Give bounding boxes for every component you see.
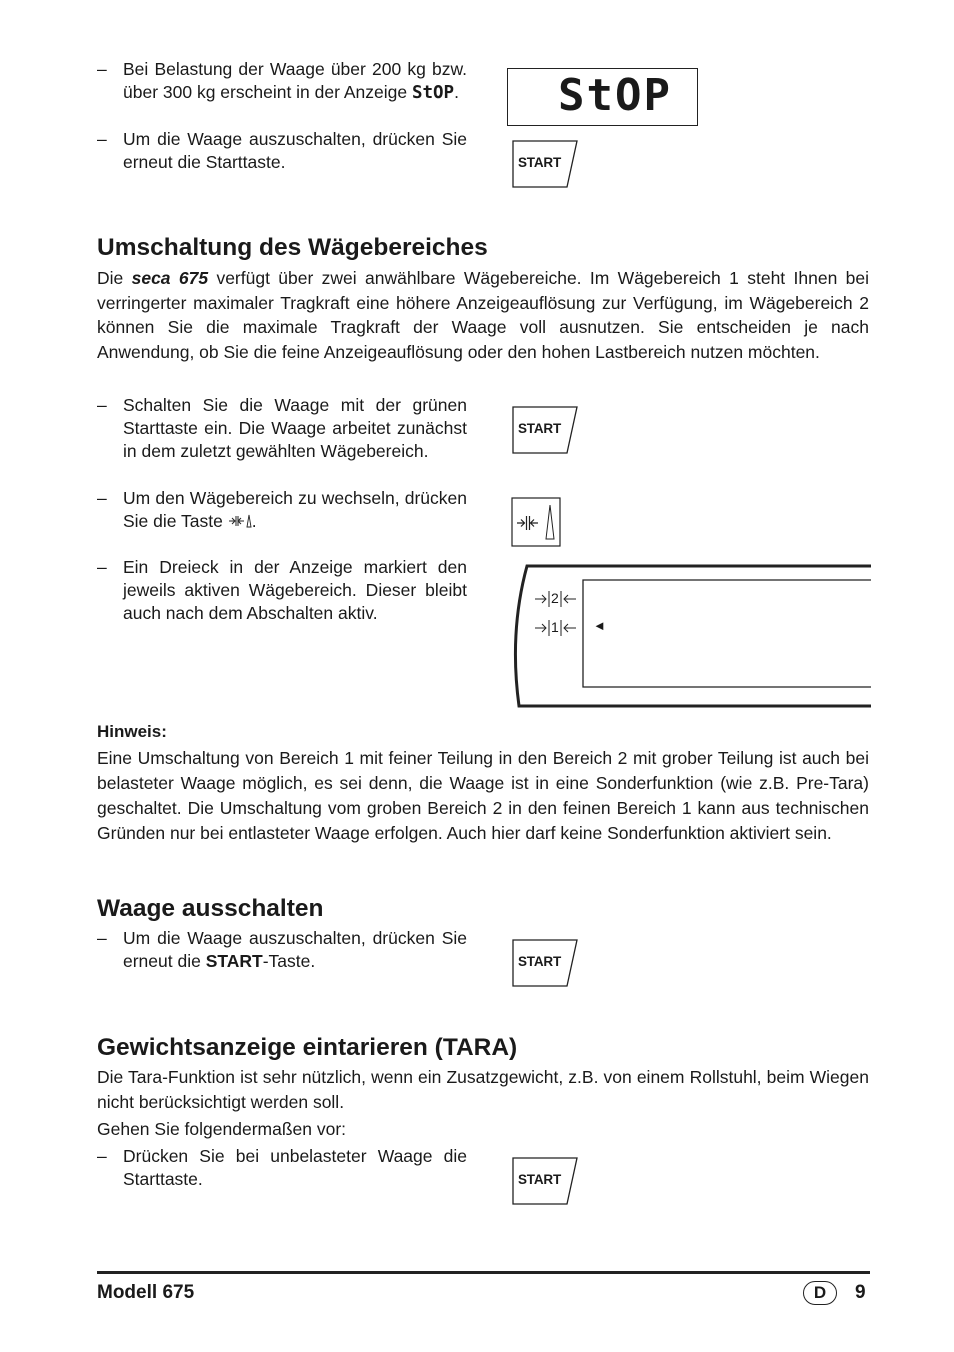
bullet-dash: –: [97, 488, 107, 508]
para-prefix: Die: [97, 268, 132, 288]
bullet-text: Um die Waage auszuschalten, drücken Sie erneut die Starttaste.: [123, 129, 467, 172]
footer-page-number: 9: [855, 1282, 866, 1303]
start-key: [512, 406, 578, 454]
tare-bullet: [97, 1145, 467, 1191]
bullet-text: Um die Waage auszuschalten, drücken Sie erneut die: [123, 928, 467, 971]
tare-instruction: Gehen Sie folgendermaßen vor:: [97, 1119, 347, 1139]
range-label-2: 2: [551, 590, 559, 606]
range-display-outline: [505, 562, 871, 710]
intro-bullet-1: [97, 58, 467, 105]
bullet-dash: –: [97, 395, 107, 415]
section-heading-off: Waage ausschalten: [97, 895, 324, 922]
stop-display-text: StOP: [558, 70, 672, 121]
bullet-text-end: -Taste.: [262, 951, 316, 971]
footer-rule: [97, 1271, 870, 1274]
range-switch-key: [511, 497, 563, 549]
bullet-text: Ein Dreieck in der Anzeige markiert den jeweils aktiven Wägebereich. Dieser bleibt auch nach dem Abschalten aktiv.: [123, 557, 467, 623]
range-bullet-2: – Um den Wägebereich zu wechseln, drücken Sie die Taste .: [97, 488, 467, 531]
start-key-label: START: [518, 954, 561, 969]
bullet-dash: –: [97, 1146, 107, 1166]
brand-name: seca 675: [131, 268, 209, 288]
bullet-dash: –: [97, 59, 107, 79]
note-text: Eine Umschaltung von Bereich 1 mit feiner Teilung in den Bereich 2 mit grober Teilung ist auch bei belasteter Waage möglich, es sei denn, die Waage ist in eine Sonderfunktion (wie z.B. Pre-Tara) geschaltet. Die Umschaltung vom groben Bereich 2 in den feinen Bereich 1 kann aus technischen Gründen nur bei entlasteter Waage erfolgen. Auch hier darf keine Sonderfunktion aktiviert sein.: [97, 748, 869, 843]
bullet-text: Drücken Sie bei unbelasteter Waage die Starttaste.: [123, 1146, 467, 1189]
para-rest: verfügt über zwei anwählbare Wägebereiche. Im Wägebereich 1 steht Ihnen bei verringerter maximaler Tragkraft eine höhere Anzeigeauflösung zur Verfügung, im Wägebereich 2 können Sie die maximale Tragkraft der Waage voll ausnutzen. Sie entscheiden je nach Anwendung, ob Sie die feine Anzeigeauflösung oder den hohen Lastbereich nutzen möchten.: [97, 268, 869, 362]
section-heading-tare: Gewichtsanzeige eintarieren (TARA): [97, 1034, 518, 1061]
start-key-label: START: [518, 155, 561, 170]
range-bullet-1: [97, 394, 467, 463]
footer-language-badge: [803, 1281, 837, 1305]
stop-display: [507, 68, 698, 126]
start-key: [512, 939, 578, 987]
bullet-text: Bei Belastung der Waage über 200 kg bzw. über 300 kg erscheint in der Anzeige: [123, 59, 467, 102]
intro-bullet-2: [97, 128, 467, 174]
range-label-1: 1: [551, 619, 559, 635]
start-key-label: START: [518, 421, 561, 436]
range-switch-key-icon: [511, 497, 563, 549]
start-word: START: [205, 951, 263, 971]
section-range-paragraph: [97, 266, 869, 364]
bullet-text: Um den Wägebereich zu wechseln, drücken Sie die Taste: [123, 488, 467, 531]
bullet-text: Schalten Sie die Waage mit der grünen Starttaste ein. Die Waage arbeitet zunächst in dem zuletzt gewählten Wägebereich.: [123, 395, 467, 461]
footer-model: Modell 675: [97, 1282, 195, 1303]
start-key-label: START: [518, 1172, 561, 1187]
section-heading-range: Umschaltung des Wägebereiches: [97, 234, 488, 261]
bullet-text-end: .: [454, 82, 459, 102]
active-range-marker: ◄: [593, 618, 606, 633]
bullet-dash: –: [97, 928, 107, 948]
start-key: [512, 140, 578, 188]
range-display-panel: [505, 562, 871, 710]
tare-paragraph: Die Tara-Funktion ist sehr nützlich, wenn ein Zusatzgewicht, z.B. von einem Rollstuhl, beim Wiegen nicht berücksichtigt werden soll.: [97, 1067, 869, 1112]
range-bullet-3: [97, 556, 467, 625]
display-word-inline: StOP: [411, 83, 455, 103]
range-switch-icon: [228, 513, 252, 529]
start-key: [512, 1157, 578, 1205]
footer-language: D: [813, 1283, 827, 1302]
bullet-dash: –: [97, 129, 107, 149]
off-bullet: [97, 927, 467, 973]
note-title: Hinweis:: [97, 722, 167, 741]
bullet-dash: –: [97, 557, 107, 577]
